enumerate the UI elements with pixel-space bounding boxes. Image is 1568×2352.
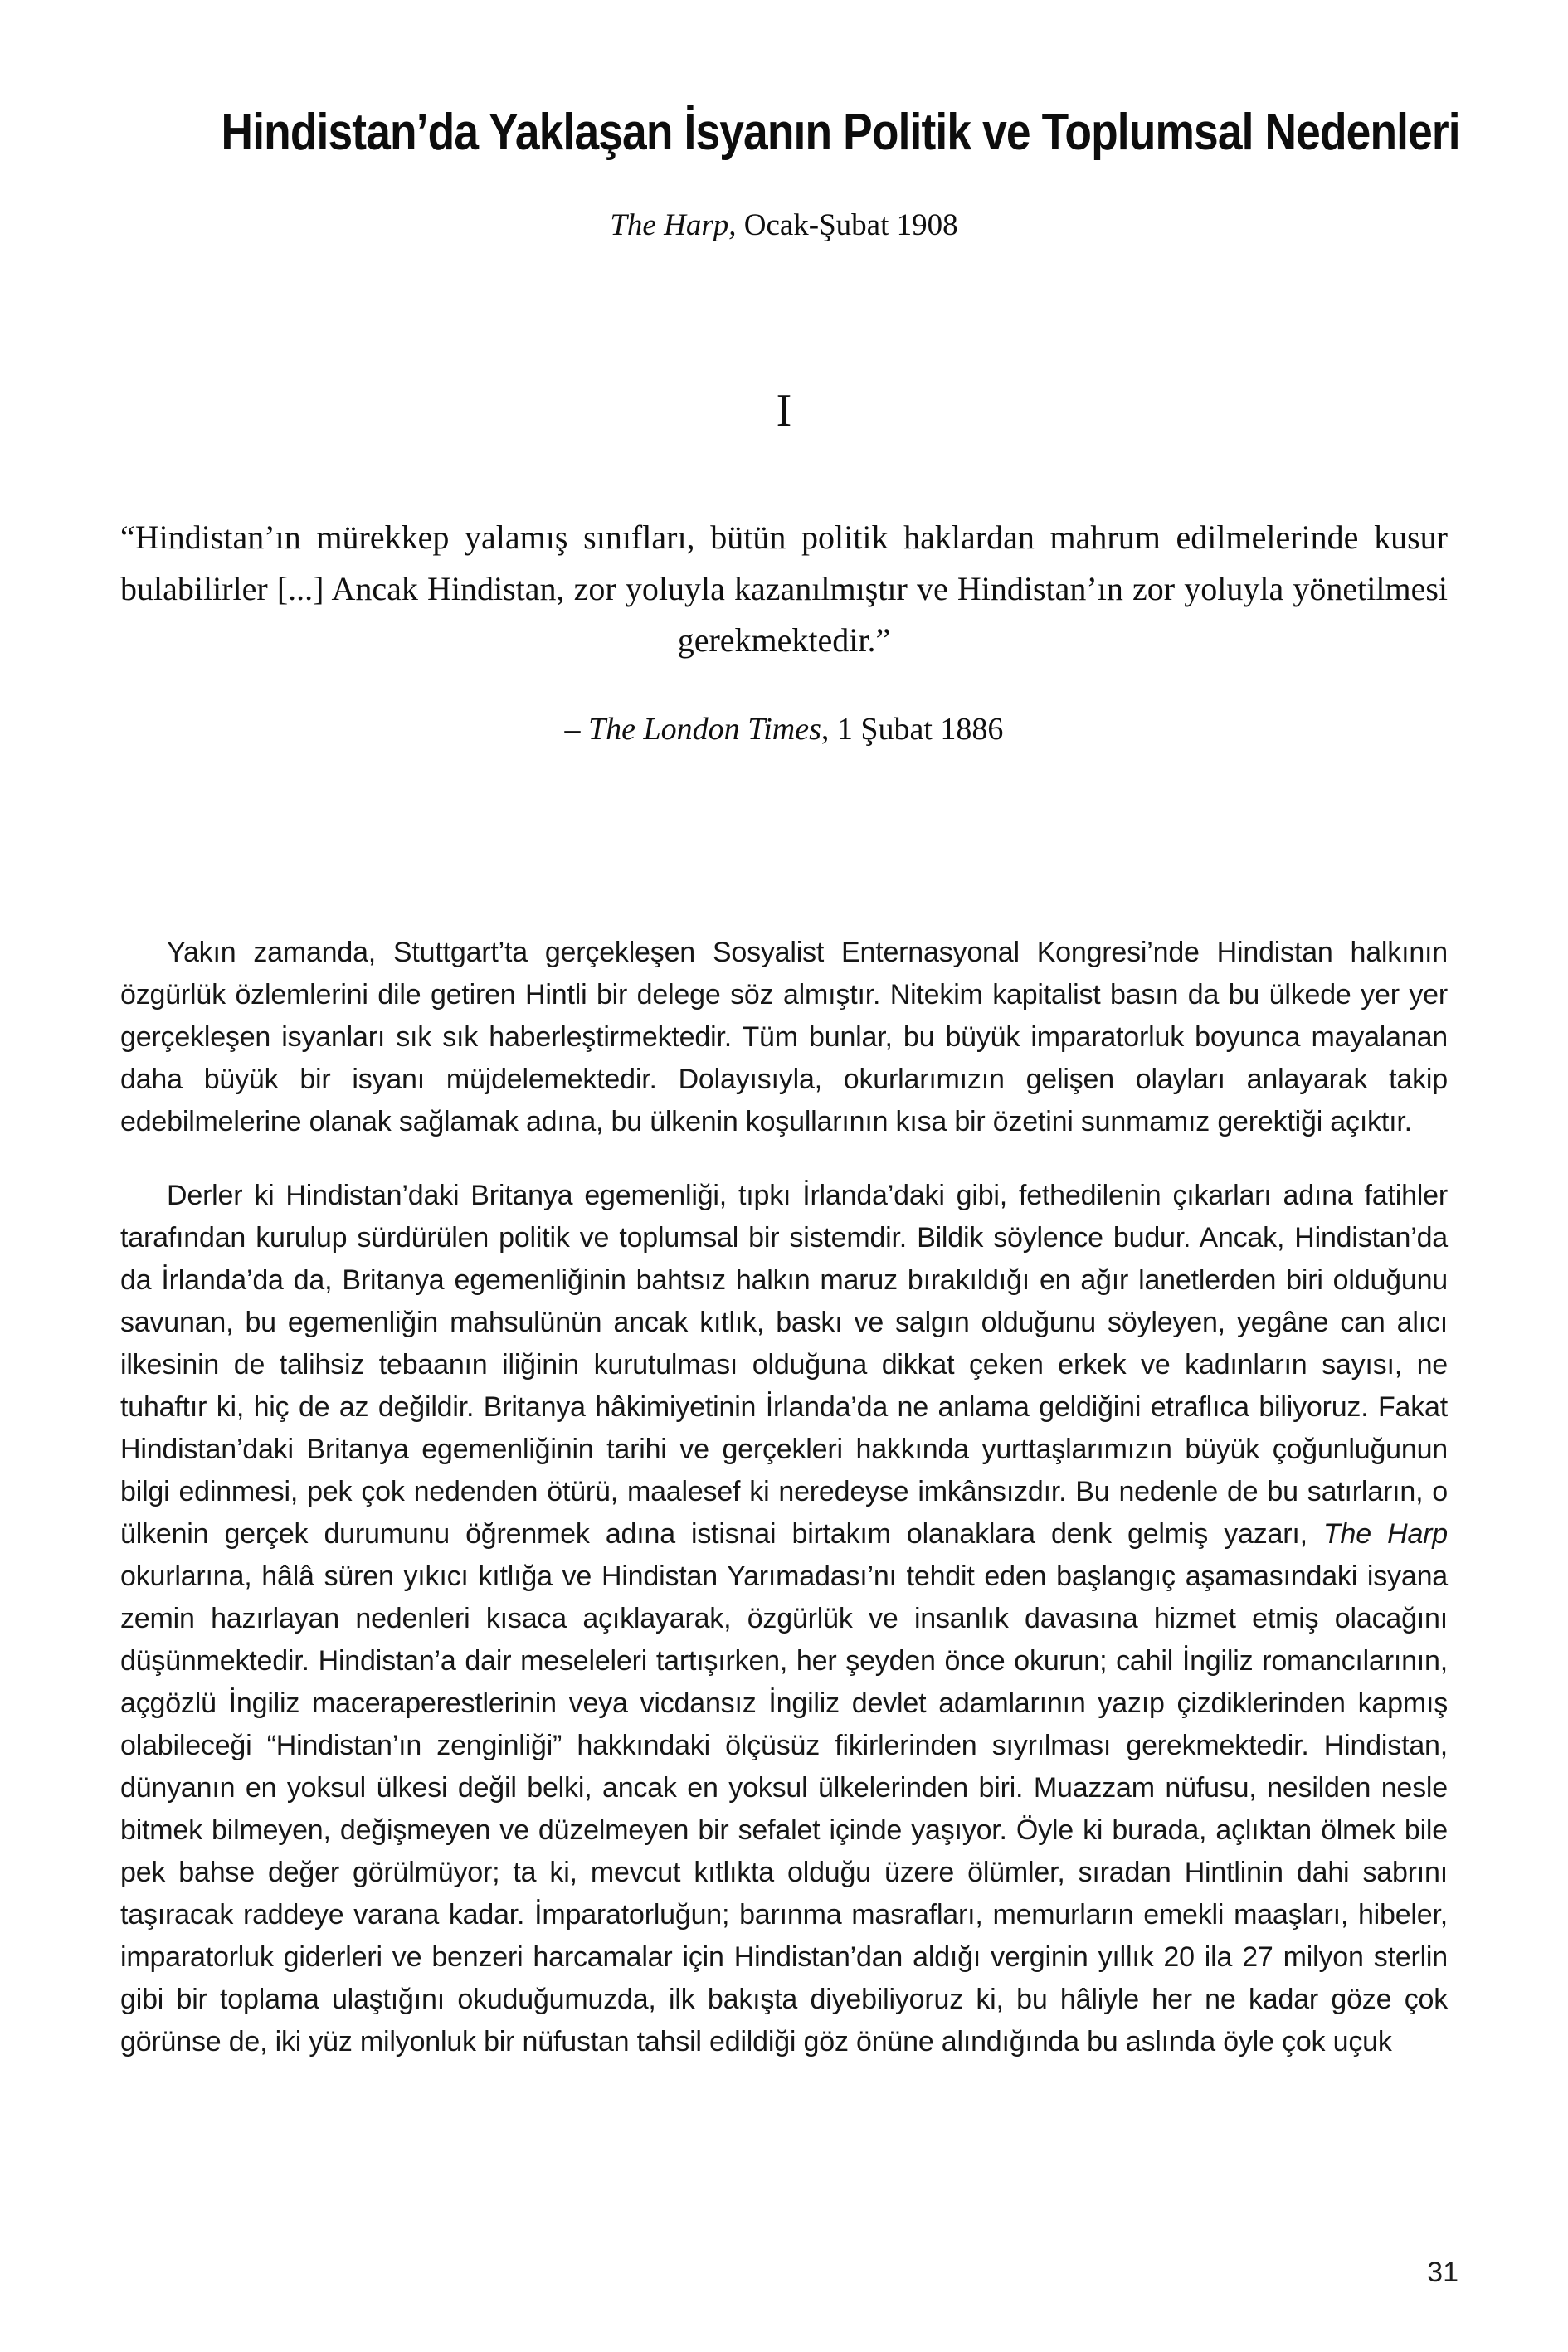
article-body: [120, 932, 1448, 2063]
page-number: 31: [1427, 2257, 1458, 2288]
publication-date: Ocak-Şubat 1908: [736, 208, 958, 243]
body-paragraph-2-part-a: Derler ki Hindistan’daki Britanya egemenliği, tıpkı İrlanda’daki gibi, fethedilenin çıkarları adına fatihler tarafından kurulup sürdürülen politik ve toplumsal bir sistemdir. Bildik söylence budur. Ancak, Hindistan’da da İrlanda’da da, Britanya egemenliğinin bahtsız halkın maruz bırakıldığı en ağır lanetlerden biri olduğunu savunan, bu egemenliğin mahsulünün ancak kıtlık, baskı ve salgın olduğunu söyleyen, yegâne can alıcı ilkesinin de talihsiz tebaanın iliğinin kurutulması olduğuna dikkat çeken erkek ve kadınların sayısı, ne tuhaftır ki, hiç de az değildir. Britanya hâkimiyetinin İrlanda’da ne anlama geldiğini etraflıca biliyoruz. Fakat Hindistan’daki Britanya egemenliğinin tarihi ve gerçekleri hakkında yurttaşlarımızın büyük çoğunluğunun bilgi edinmesi, pek çok nedenden ötürü, maalesef ki neredeyse imkânsızdır. Bu nedenle de bu satırların, o ülkenin gerçek durumunu öğrenmek adına istisnai birtakım olanaklara denk gelmiş yazarı,: [120, 1180, 1448, 1551]
attribution-date: , 1 Şubat 1886: [821, 712, 1004, 747]
body-paragraph-2: [120, 1175, 1448, 2063]
publication-line: [120, 207, 1448, 243]
body-paragraph-1: Yakın zamanda, Stuttgart’ta gerçekleşen Sosyalist Enternasyonal Kongresi’nde Hindistan halkının özgürlük özlemlerini dile getiren Hintli bir delege söz almıştır. Nitekim kapitalist basın da bu ülkede yer yer gerçekleşen isyanları sık sık haberleştirmektedir. Tüm bunlar, bu büyük imparatorluk boyunca mayalanan daha büyük bir isyanı müjdelemektedir. Dolayısıyla, okurlarımızın gelişen olayları anlayarak takip edebilmelerine olanak sağlamak adına, bu ülkenin koşullarının kısa bir özetini sunmamız gerektiği açıktır.: [120, 937, 1448, 1138]
publication-name: The Harp,: [610, 208, 737, 243]
attribution-dash: –: [564, 712, 589, 747]
body-paragraph-2-journal-name: The Harp: [1322, 1518, 1448, 1551]
epigraph-quote: “Hindistan’ın mürekkep yalamış sınıfları, bütün politik haklardan mahrum edilmelerinde kusur bulabilirler [...] Ancak Hindistan, zor yoluyla kazanılmıştır ve Hindistan’ın zor yoluyla yönetilmesi gerekmektedir.”: [120, 519, 1448, 660]
quote-attribution: [120, 711, 1448, 747]
attribution-source: The London Times: [588, 712, 821, 747]
body-paragraph-2-part-b: okurlarına, hâlâ süren yıkıcı kıtlığa ve Hindistan Yarımadası’nı tehdit eden başlangıç aşamasındaki isyana zemin hazırlayan nedenleri kısaca açıklayarak, özgürlük ve insanlık davasına hizmet etmiş olacağını düşünmektedir. Hindistan’a dair meseleleri tartışırken, her şeyden önce okurun; cahil İngiliz romancılarının, açgözlü İngiliz maceraperestlerinin veya vicdansız İngiliz devlet adamlarının yazıp çizdiklerinden kapmış olabileceği “Hindistan’ın zenginliği” hakkındaki ölçüsüz fikirlerinden sıyrılması gerekmektedir. Hindistan, dünyanın en yoksul ülkesi değil belki, ancak en yoksul ülkelerinden biri. Muazzam nüfusu, nesilden nesle bitmek bilmeyen, değişmeyen ve düzelmeyen bir sefalet içinde yaşıyor. Öyle ki burada, açlıktan ölmek bile pek bahse değer görülmüyor; ta ki, mevcut kıtlıkta olduğu üzere ölümler, sıradan Hintlinin dahi sabrını taşıracak raddeye varana kadar. İmparatorluğun; barınma masrafları, memurların emekli maaşları, hibeler, imparatorluk giderleri ve benzeri harcamalar için Hindistan’dan aldığı verginin yıllık 20 ila 27 milyon sterlin gibi bir toplama ulaştığını okuduğumuzda, ilk bakışta diyebiliyoruz ki, bu hâliyle her ne kadar göze çok görünse de, iki yüz milyonluk bir nüfustan tahsil edildiği göz önüne alındığında bu aslında öyle çok uçuk: [120, 1561, 1448, 2058]
section-numeral: I: [776, 385, 792, 437]
article-title: [120, 104, 1460, 161]
article-title-text: Hindistan’da Yaklaşan İsyanın Politik ve Toplumsal Nedenleri: [221, 104, 1460, 161]
